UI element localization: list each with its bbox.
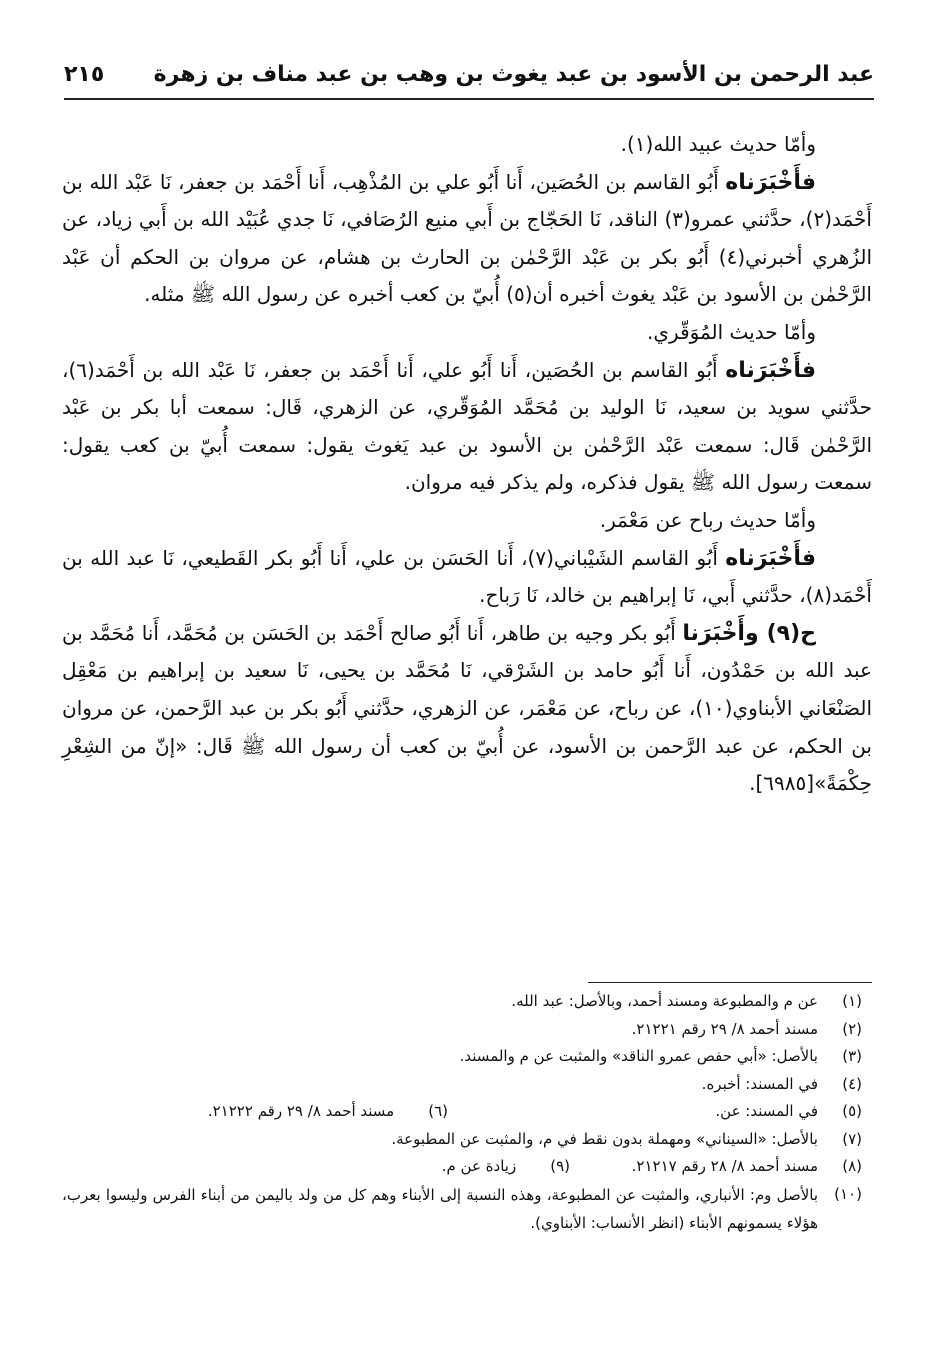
footnote [442, 1153, 570, 1181]
footnote-number: (١٠) [834, 1184, 862, 1203]
footnote-text: عن م والمطبوعة ومسند أحمد، وبالأصل: عبد الله. [511, 992, 818, 1010]
footnote-number: (٧) [842, 1129, 862, 1148]
footnote [62, 1071, 870, 1099]
footnote [62, 1043, 870, 1071]
keyword-akhbarana: فأَخْبَرَناه [725, 545, 816, 571]
footnote-text: زيادة عن م. [441, 1157, 517, 1175]
footnote-row [62, 1153, 870, 1181]
page-header [64, 58, 874, 100]
footnote-text: مسند أحمد ٨/ ٢٩ رقم ٢١٢٢١. [631, 1019, 818, 1038]
footnote-number: (١) [842, 992, 862, 1010]
keyword-akhbarana: فأَخْبَرَناه [725, 357, 816, 383]
keyword-akhbarana: وأَخْبَرَنا [682, 620, 767, 646]
footnote-divider [588, 982, 872, 983]
footnote [632, 1153, 870, 1181]
page-number: ٢١٥ [64, 62, 105, 87]
footnotes [62, 988, 870, 1237]
paragraph-7-text: أَبُو بكر وجيه بن طاهر، أَنا أَبُو صالح أَحْمَد بن الحَسَن بن مُحَمَّد، أَنا مُحَمَّد بن عبد الله بن حَمْدُون، أَنا أَبُو حامد بن الشَرْقي، نَا مُحَمَّد بن يحيى، نَا سعيد بن إبراهيم بن مَعْقِل الصَنْعَاني الأبناوي(١٠)، عن رباح، عن مَعْمَر، عن الزهري، حدَّثني أَبُو بكر بن عبد الرَّحمن، عن مروان بن الحكم، عن عبد الرَّحمن بن الأسود، عن أُبيّ بن كعب أن رسول الله ﷺ قَال: «إنّ من الشِعْرِ حِكْمَةً»[٦٩٨٥]. [62, 620, 873, 796]
footnote-text: مسند أحمد ٨/ ٢٩ رقم ٢١٢٢٢. [207, 1102, 395, 1120]
paragraph-4 [62, 352, 872, 502]
paragraph-2-text: أَبُو القاسم بن الحُصَين، أَنا أَبُو علي بن المُذْهِب، أَنا أَحْمَد بن جعفر، نَا عَبْد الله بن أَحْمَد(٢)، حدَّثني عمرو(٣) الناقد، نَا الحَجّاج بن أَبي منيع الرُصَافي، نَا جدي عُبَيْد الله بن أَبي زياد، عن الزُهري أخبرني(٤) أَبُو بكر بن عَبْد الرَّحْمٰن بن الحارث بن هشام، عن مروان بن الحكم أن عَبْد الرَّحْمٰن بن الأسود بن عَبْد يغوث أخبره أن(٥) أُبيّ بن كعب أخبره عن رسول الله ﷺ مثله. [62, 169, 872, 307]
footnote-text: في المسند: عن. [715, 1102, 818, 1120]
footnote-text: في المسند: أخبره. [701, 1074, 818, 1093]
footnote-row [62, 1098, 870, 1126]
footnote [62, 1181, 870, 1237]
paragraph-2 [62, 164, 872, 314]
footnote-number: (٨) [842, 1157, 862, 1175]
footnote-number: (٩) [550, 1157, 570, 1175]
paragraph-4-text: أَبُو القاسم بن الحُصَين، أَنا أَبُو علي، أَنا أَحْمَد بن جعفر، نَا عَبْد الله بن أَحْمَد(٦)، حدَّثني سويد بن سعيد، نَا الوليد بن مُحَمَّد المُوَقّري، عن الزهري، قَال: سمعت أبا بكر بن عَبْد الرَّحْمٰن قَال: سمعت عَبْد الرَّحْمٰن بن الأسود بن عبد يَغوث يقول: سمعت أُبيّ بن كعب يقول: سمعت رسول الله ﷺ يقول فذكره، ولم يذكر فيه مروان. [62, 357, 872, 495]
footnote [715, 1098, 870, 1126]
footnote [62, 988, 870, 1016]
footnote [62, 1126, 870, 1154]
paragraph-1: وأمّا حديث عبيد الله(١). [620, 132, 816, 156]
footnote [208, 1098, 448, 1126]
footnote-text: مسند أحمد ٨/ ٢٨ رقم ٢١٢١٧. [631, 1157, 818, 1175]
footnote-text: بالأصل: «السيناني» ومهملة بدون نقط في م، والمثبت عن المطبوعة. [391, 1129, 818, 1148]
paragraph-5: وأمّا حديث رباح عن مَعْمَر. [599, 507, 816, 532]
tahwil-marker: ح(٩) [766, 620, 816, 646]
footnote-number: (٥) [842, 1102, 862, 1120]
keyword-akhbarana: فأَخْبَرَناه [725, 169, 816, 195]
paragraph-3: وأمّا حديث المُوَقّري. [647, 319, 816, 344]
paragraph-6 [62, 540, 872, 615]
footnote [62, 1016, 870, 1044]
running-title: عبد الرحمن بن الأسود بن عبد يغوث بن وهب بن عبد مناف بن زهرة [153, 62, 874, 87]
paragraph-6-text: أَبُو القاسم الشَيْباني(٧)، أَنا الحَسَن بن علي، أَنا أَبُو بكر القَطيعي، نَا عبد الله بن أَحْمَد(٨)، حدَّثني أَبي، نَا إبراهيم بن خالد، نَا رَباح. [62, 545, 872, 608]
footnote-text: بالأصل: «أبي حفص عمرو الناقد» والمثبت عن م والمسند. [459, 1047, 818, 1065]
footnote-number: (٢) [842, 1019, 862, 1038]
footnote-text: بالأصل وم: الأنباري، والمثبت عن المطبوعة، وهذه النسبة إلى الأبناء وهم كل من ولد باليمن من أبناء الفرس وليسوا بعرب، هؤلاء يسمونهم الأبناء (انظر الأنساب: الأبناوي). [62, 1185, 818, 1232]
paragraph-7 [62, 615, 872, 803]
main-text [62, 126, 872, 803]
footnote-number: (٦) [428, 1102, 448, 1120]
footnote-number: (٣) [842, 1047, 862, 1065]
footnote-number: (٤) [842, 1074, 862, 1093]
